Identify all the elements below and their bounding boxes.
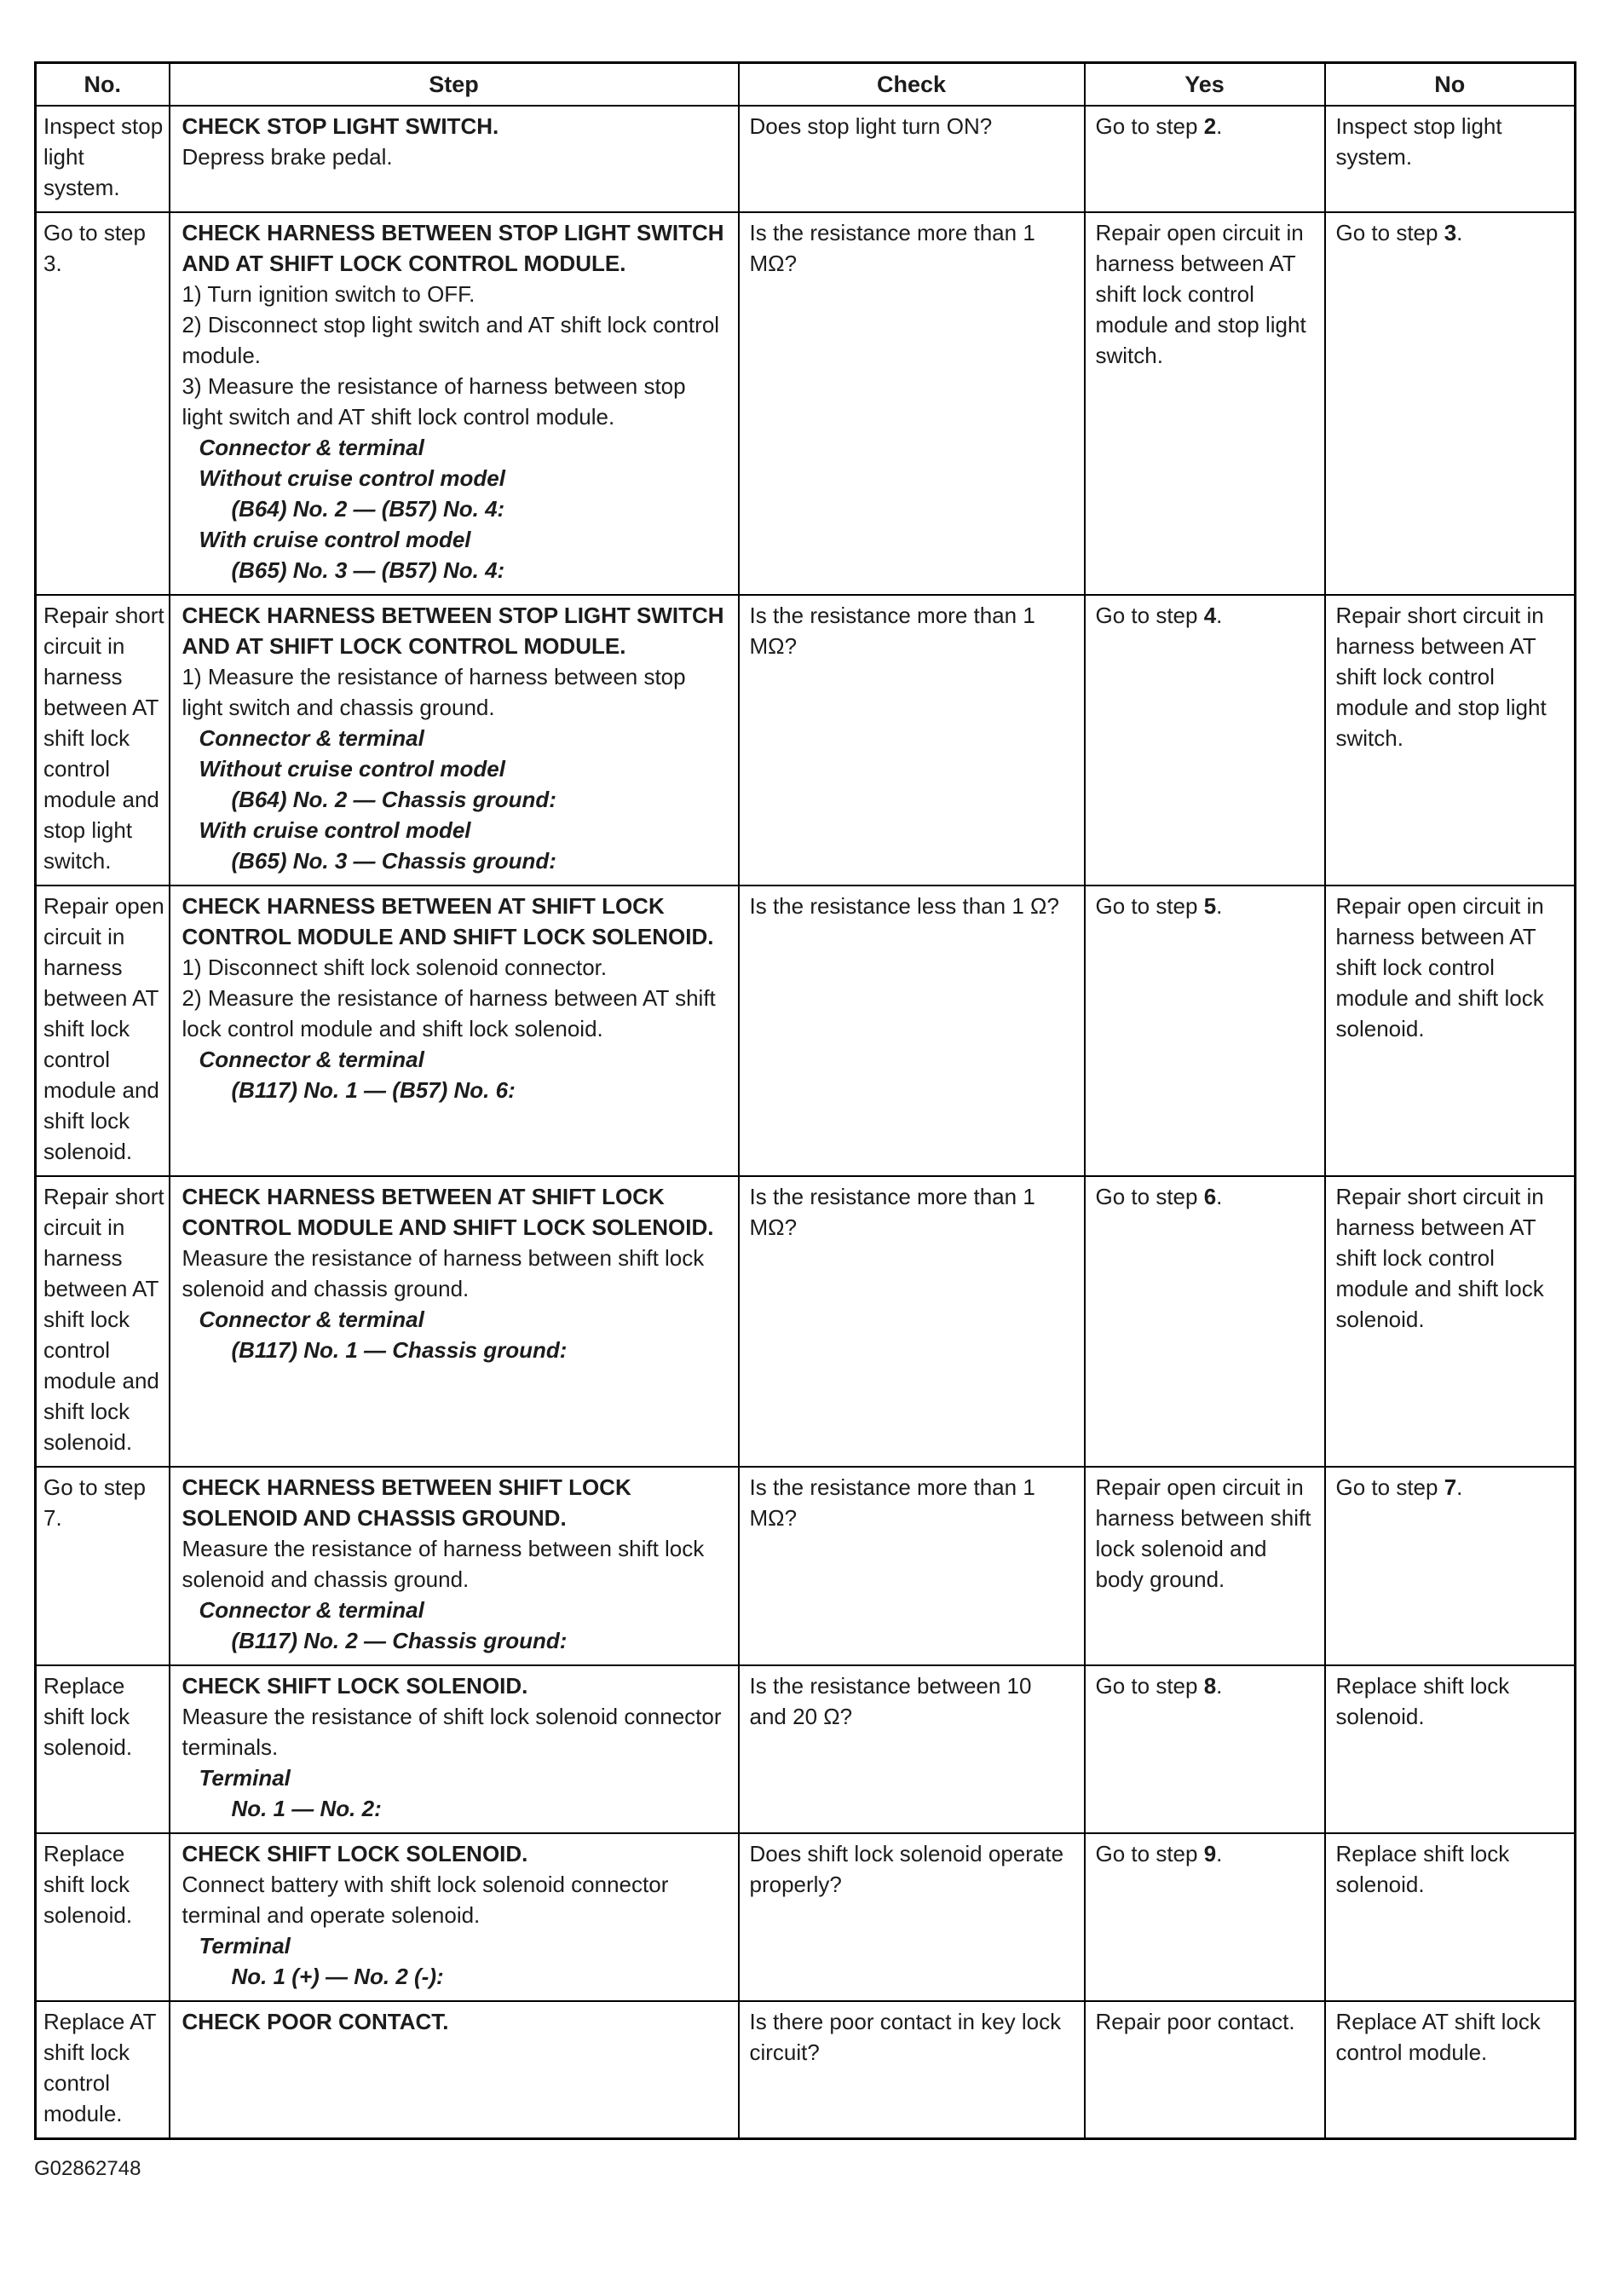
table-row (36, 595, 1576, 886)
row-number-cell: Go to step 3. (36, 212, 170, 595)
check-cell: Does stop light turn ON? (739, 106, 1085, 212)
step-line: Measure the resistance of harness between shift lock solenoid and chassis ground. (182, 1536, 705, 1592)
yes-cell: Go to step 8. (1085, 1665, 1325, 1833)
step-line: Terminal (199, 1933, 291, 1959)
step-line: Depress brake pedal. (182, 144, 393, 170)
step-line: CHECK HARNESS BETWEEN AT SHIFT LOCK CONTROL MODULE AND SHIFT LOCK SOLENOID. (182, 1184, 714, 1240)
col-header-step: Step (170, 63, 739, 107)
step-line: Connector & terminal (199, 435, 424, 460)
step-cell (170, 1665, 739, 1833)
yes-cell: Go to step 6. (1085, 1176, 1325, 1467)
step-line: Without cruise control model (199, 465, 505, 491)
table-row (36, 886, 1576, 1176)
step-line: 2) Measure the resistance of harness between AT shift lock control module and shift lock solenoid. (182, 985, 716, 1041)
step-line: 1) Disconnect shift lock solenoid connector. (182, 955, 608, 980)
col-header-no: No (1325, 63, 1576, 107)
check-cell: Is the resistance less than 1 Ω? (739, 886, 1085, 1176)
step-line: (B117) No. 1 — Chassis ground: (231, 1337, 568, 1363)
row-number-cell: Replace shift lock solenoid. (36, 1833, 170, 2001)
step-line: Without cruise control model (199, 756, 505, 782)
step-line: CHECK HARNESS BETWEEN STOP LIGHT SWITCH AND AT SHIFT LOCK CONTROL MODULE. (182, 220, 724, 276)
check-cell: Is the resistance more than 1 MΩ? (739, 212, 1085, 595)
col-header-yes: Yes (1085, 63, 1325, 107)
row-number-cell: Go to step 7. (36, 1467, 170, 1665)
step-line: CHECK HARNESS BETWEEN SHIFT LOCK SOLENOID AND CHASSIS GROUND. (182, 1474, 631, 1531)
step-line: CHECK SHIFT LOCK SOLENOID. (182, 1841, 528, 1866)
no-cell: Replace AT shift lock control module. (1325, 2001, 1576, 2139)
no-cell: Go to step 3. (1325, 212, 1576, 595)
yes-cell: Repair poor contact. (1085, 2001, 1325, 2139)
step-line: Terminal (199, 1765, 291, 1791)
step-line: CHECK STOP LIGHT SWITCH. (182, 113, 499, 139)
no-cell: Go to step 7. (1325, 1467, 1576, 1665)
step-line: Connector & terminal (199, 1597, 424, 1623)
step-line: (B64) No. 2 — Chassis ground: (231, 787, 556, 812)
row-number-cell: Replace shift lock solenoid. (36, 1665, 170, 1833)
check-cell: Is the resistance more than 1 MΩ? (739, 595, 1085, 886)
step-line: (B64) No. 2 — (B57) No. 4: (231, 496, 505, 522)
step-line: With cruise control model (199, 527, 471, 552)
step-cell (170, 1833, 739, 2001)
yes-cell: Go to step 5. (1085, 886, 1325, 1176)
step-line: 1) Measure the resistance of harness between stop light switch and chassis ground. (182, 664, 686, 720)
step-line: (B117) No. 2 — Chassis ground: (231, 1628, 568, 1653)
step-line: No. 1 — No. 2: (231, 1796, 382, 1821)
yes-cell: Repair open circuit in harness between AT shift lock control module and stop light switch. (1085, 212, 1325, 595)
table-row (36, 106, 1576, 212)
step-cell (170, 1467, 739, 1665)
step-line: CHECK POOR CONTACT. (182, 2009, 449, 2034)
check-cell: Is the resistance between 10 and 20 Ω? (739, 1665, 1085, 1833)
step-line: 1) Turn ignition switch to OFF. (182, 281, 475, 307)
no-cell: Replace shift lock solenoid. (1325, 1833, 1576, 2001)
step-cell (170, 595, 739, 886)
step-cell (170, 886, 739, 1176)
step-line: 3) Measure the resistance of harness between stop light switch and AT shift lock control module. (182, 373, 686, 430)
step-line: No. 1 (+) — No. 2 (-): (231, 1964, 444, 1989)
step-line: (B117) No. 1 — (B57) No. 6: (231, 1077, 516, 1103)
figure-id-label: G02862748 (34, 2157, 141, 2180)
header-row (36, 63, 1576, 107)
row-number-cell: Inspect stop light system. (36, 106, 170, 212)
row-number-cell: Repair short circuit in harness between AT shift lock control module and shift lock solenoid. (36, 1176, 170, 1467)
step-line: CHECK SHIFT LOCK SOLENOID. (182, 1673, 528, 1699)
table-body (36, 106, 1576, 2139)
check-cell: Does shift lock solenoid operate properly? (739, 1833, 1085, 2001)
yes-cell: Repair open circuit in harness between shift lock solenoid and body ground. (1085, 1467, 1325, 1665)
row-number-cell: Repair short circuit in harness between AT shift lock control module and stop light switch. (36, 595, 170, 886)
table-row (36, 1665, 1576, 1833)
step-line: (B65) No. 3 — Chassis ground: (231, 848, 556, 874)
table-row (36, 1467, 1576, 1665)
step-line: Connector & terminal (199, 1047, 424, 1072)
yes-cell: Go to step 4. (1085, 595, 1325, 886)
step-cell (170, 212, 739, 595)
step-line: CHECK HARNESS BETWEEN AT SHIFT LOCK CONTROL MODULE AND SHIFT LOCK SOLENOID. (182, 893, 714, 949)
step-line: Connect battery with shift lock solenoid connector terminal and operate solenoid. (182, 1872, 669, 1928)
step-line: Connector & terminal (199, 725, 424, 751)
no-cell: Inspect stop light system. (1325, 106, 1576, 212)
col-header-number: No. (36, 63, 170, 107)
step-line: Measure the resistance of harness between shift lock solenoid and chassis ground. (182, 1245, 705, 1301)
table-row (36, 212, 1576, 595)
row-number-cell: Repair open circuit in harness between AT shift lock control module and shift lock solenoid. (36, 886, 170, 1176)
no-cell: Repair short circuit in harness between AT shift lock control module and shift lock solenoid. (1325, 1176, 1576, 1467)
step-line: (B65) No. 3 — (B57) No. 4: (231, 557, 505, 583)
table-row (36, 2001, 1576, 2139)
check-cell: Is the resistance more than 1 MΩ? (739, 1176, 1085, 1467)
step-line: 2) Disconnect stop light switch and AT shift lock control module. (182, 312, 720, 368)
check-cell: Is the resistance more than 1 MΩ? (739, 1467, 1085, 1665)
table-row (36, 1176, 1576, 1467)
no-cell: Repair open circuit in harness between AT shift lock control module and shift lock solenoid. (1325, 886, 1576, 1176)
diagnostic-table (34, 61, 1576, 2140)
step-line: Connector & terminal (199, 1307, 424, 1332)
step-line: With cruise control model (199, 817, 471, 843)
no-cell: Replace shift lock solenoid. (1325, 1665, 1576, 1833)
check-cell: Is there poor contact in key lock circuit? (739, 2001, 1085, 2139)
step-line: CHECK HARNESS BETWEEN STOP LIGHT SWITCH AND AT SHIFT LOCK CONTROL MODULE. (182, 603, 724, 659)
step-cell (170, 2001, 739, 2139)
row-number-cell: Replace AT shift lock control module. (36, 2001, 170, 2139)
table-row (36, 1833, 1576, 2001)
step-cell (170, 1176, 739, 1467)
yes-cell: Go to step 9. (1085, 1833, 1325, 2001)
no-cell: Repair short circuit in harness between AT shift lock control module and stop light switch. (1325, 595, 1576, 886)
col-header-check: Check (739, 63, 1085, 107)
step-cell (170, 106, 739, 212)
yes-cell: Go to step 2. (1085, 106, 1325, 212)
step-line: Measure the resistance of shift lock solenoid connector terminals. (182, 1704, 722, 1760)
